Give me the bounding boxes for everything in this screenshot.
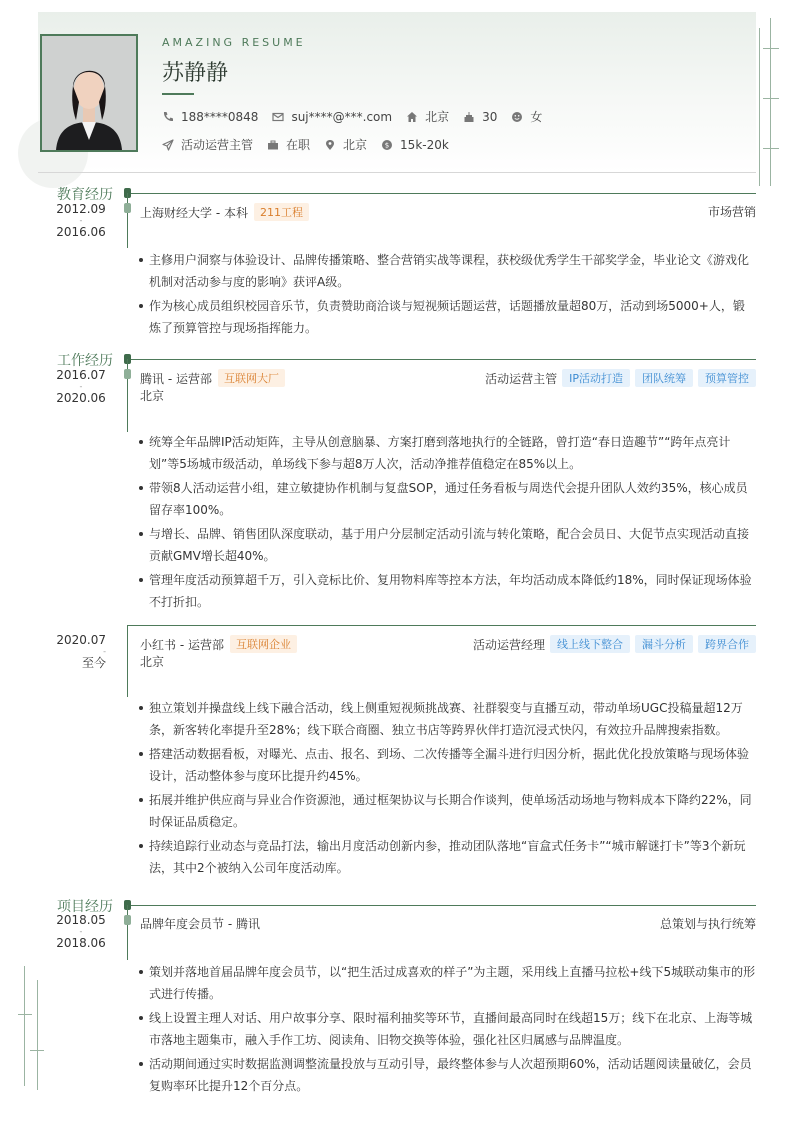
mail-icon [272,111,284,123]
gender-item [511,108,542,125]
date-dash: - [79,382,83,391]
school-name: 上海财经大学 - 本科 [140,205,248,220]
company-badge: 互联网大厂 [218,369,285,387]
entry-rule [127,625,756,626]
svg-text:$: $ [384,141,390,150]
home-icon [406,111,418,123]
brand-tagline: AMAZING RESUME [162,36,306,49]
candidate-name: 苏静静 [162,61,229,86]
section-title-education: 教育经历 [57,187,113,203]
date-dash: - [79,927,83,936]
section-rule [131,193,756,194]
salary-text: 15k-20k [400,137,449,152]
smile-icon [511,111,523,123]
list-item: 搭建活动数据看板，对曝光、点击、报名、到场、二次传播等全漏斗进行归因分析，据此优化投放策略与现场体验设计，活动整体参与度环比提升约45%。 [138,743,756,787]
timeline-dot [124,369,131,379]
project-role-text: 总策划与执行统筹 [659,917,756,931]
work2-bullets [138,697,756,881]
school-badge: 211工程 [254,203,309,221]
email-item [272,110,392,124]
role-text: 活动运营主管 [485,371,558,386]
work1-role [485,369,756,387]
list-item: 活动期间通过实时数据监测调整流量投放与互动引导，最终整体参与人次超预期60%，活动话题阅读量破亿，会员复购率环比提升12个百分点。 [138,1053,756,1097]
skill-tag: IP活动打造 [562,369,630,387]
section-rule [131,359,756,360]
end-date: 2016.06 [56,225,106,239]
timeline-dot [124,203,131,213]
end-date: 至今 [81,656,106,670]
skill-tag: 跨界合作 [698,635,756,653]
list-item: 主修用户洞察与体验设计、品牌传播策略、整合营销实战等课程，获校级优秀学生干部奖学金，毕业论文《游戏化机制对活动参与度的影响》获评A级。 [138,249,756,293]
work1-bullets [138,431,756,615]
name-underline [162,93,194,95]
list-item: 作为核心成员组织校园音乐节，负责赞助商洽谈与短视频话题运营，话题播放量超80万，活动到场5000+人，锻炼了预算管控与现场指挥能力。 [138,295,756,339]
age-text: 30 [482,109,498,124]
work1-dates [56,368,106,405]
profile-photo [40,34,138,152]
date-dash: - [103,647,106,656]
company-badge: 互联网企业 [230,635,297,653]
work2-role [473,635,756,653]
section-title-work: 工作经历 [57,353,113,369]
project-title-text: 品牌年度会员节 - 腾讯 [140,917,260,931]
phone-text: 188****0848 [181,109,259,124]
list-item: 拓展并维护供应商与异业合作资源池，通过框架协议与长期合作谈判，使单场活动场地与物料成本下降约22%，同时保证品质稳定。 [138,789,756,833]
contact-info-row [162,108,556,125]
target-city-item [324,136,367,153]
list-item: 独立策划并操盘线上线下融合活动，线上侧重短视频挑战赛、社群裂变与直播互动，带动单场UGC投稿量超12万条，新客转化率提升至28%；线下联合商圈、独立书店等跨界伙伴打造沉浸式快闪，有效拉升品牌搜索指数。 [138,697,756,741]
phone-icon [162,111,174,123]
project-role [660,915,756,932]
role-text: 活动运营经理 [472,637,545,652]
section-title-project: 项目经历 [57,899,113,915]
list-item: 线上设置主理人对话、用户故事分享、限时福利抽奖等环节，直播间最高同时在线超15万；线下在北京、上海等城市落地主题集市，融入手作工坊、阅读角、旧物交换等体验，强化社区归属感与品牌温度。 [138,1007,756,1051]
money-icon [381,139,393,151]
list-item: 管理年度活动预算超千万，引入竞标比价、复用物料库等控本方法，年均活动成本降低约18%，同时保证现场体验不打折扣。 [138,569,756,613]
project-name [140,915,260,932]
job-intent-row [162,136,463,153]
list-item: 统筹全年品牌IP活动矩阵，主导从创意脑暴、方案打磨到落地执行的全链路，曾打造“春日造趣节”“跨年点亮计划”等5场城市级活动，单场线下参与超8万人次，活动净推荐值稳定在85%以上。 [138,431,756,475]
company-name: 小红书 - 运营部 [140,637,224,652]
target-position-text: 活动运营主管 [181,138,254,152]
briefcase-icon [267,139,279,151]
age-item [463,110,497,124]
header-divider [38,172,756,173]
skill-tag: 团队统筹 [635,369,693,387]
email-text: suj****@***.com [291,109,393,124]
start-date: 2020.07 [56,633,106,647]
work1-company [140,369,285,387]
skill-tag: 漏斗分析 [635,635,693,653]
work1-city: 北京 [140,389,165,403]
date-dash: - [79,216,83,225]
education-school [140,203,309,221]
timeline-line [127,625,128,697]
major-text: 市场营销 [707,205,756,219]
residence-text: 北京 [425,110,450,124]
section-rule [131,905,756,906]
work2-dates [56,633,106,670]
status-text: 在职 [286,138,311,152]
salary-item [381,138,449,152]
education-dates [56,202,106,239]
project-dates [56,913,106,950]
list-item: 带领8人活动运营小组，建立敏捷协作机制与复盘SOP，通过任务看板与周迭代会提升团队人效约35%，核心成员留存率100%。 [138,477,756,521]
education-major [708,203,756,220]
timeline-line [127,193,128,248]
end-date: 2018.06 [56,936,106,950]
education-bullets [138,249,756,341]
location-pin-icon [324,139,336,151]
project-bullets [138,961,756,1099]
work2-company [140,635,297,653]
send-icon [162,139,174,151]
start-date: 2012.09 [56,202,106,216]
cake-icon [463,111,475,123]
status-item [267,136,310,153]
company-name: 腾讯 - 运营部 [140,371,212,386]
timeline-dot [124,915,131,925]
skill-tag: 线上线下整合 [550,635,630,653]
list-item: 持续追踪行业动态与竞品打法，输出月度活动创新内参，推动团队落地“盲盒式任务卡”“城市解谜打卡”等3个新玩法，其中2个被纳入公司年度活动库。 [138,835,756,879]
skill-tag: 预算管控 [698,369,756,387]
timeline-line [127,905,128,960]
residence-item [406,108,449,125]
list-item: 策划并落地首届品牌年度会员节，以“把生活过成喜欢的样子”为主题，采用线上直播马拉松+线下5城联动集市的形式进行传播。 [138,961,756,1005]
list-item: 与增长、品牌、销售团队深度联动，基于用户分层制定活动引流与转化策略，配合会员日、大促节点实现活动直接贡献GMV增长超40%。 [138,523,756,567]
start-date: 2018.05 [56,913,106,927]
work2-city: 北京 [140,655,165,669]
end-date: 2020.06 [56,391,106,405]
phone-item [162,110,258,124]
start-date: 2016.07 [56,368,106,382]
gender-text: 女 [530,110,543,124]
target-position-item [162,136,253,153]
target-city-text: 北京 [343,138,368,152]
